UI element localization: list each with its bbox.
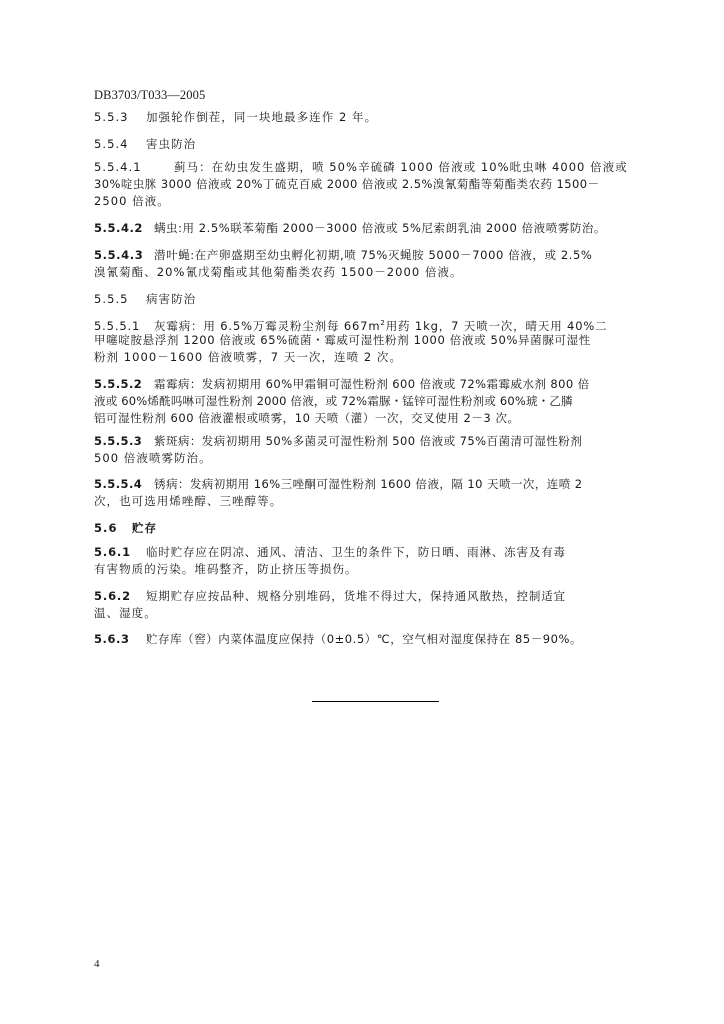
- clause-heading: 贮存: [132, 521, 158, 535]
- clause-5-5-4-3: [94, 248, 592, 262]
- clause-text-line: 锈病：发病初期用 16%三唑酮可湿性粉剂 1600 倍液，隔 10 天喷一次，连喷 2: [154, 477, 583, 491]
- clause-text-line: 30%啶虫脒 3000 倍液或 20%丁硫克百威 2000 倍液或 2.5%溴氰菊酯等菊酯类农药 1500－: [94, 177, 600, 191]
- clause-number: 5.5.5: [94, 292, 129, 306]
- clause-text-line: 温、湿度。: [94, 606, 157, 620]
- clause-text-line: 500 倍液喷雾防治。: [94, 451, 212, 465]
- clause-number: 5.5.5.3: [94, 434, 143, 448]
- clause-text: 螨虫:用 2.5%联苯菊酯 2000－3000 倍液或 5%尼索朗乳油 2000 倍液喷雾防治。: [154, 221, 606, 235]
- clause-5-6-2: [94, 589, 566, 603]
- clause-text-line: 液或 60%烯酰吗啉可湿性粉剂 2000 倍液，或 72%霜脲・锰锌可湿性粉剂或 60%琥・乙膦: [94, 394, 573, 408]
- clause-text-line: 霜霉病：发病初期用 60%甲霜铜可湿性粉剂 600 倍液或 72%霜霉威水剂 800 倍: [154, 377, 590, 391]
- clause-5-6-1: [94, 545, 566, 559]
- clause-number: 5.5.4.1: [94, 160, 142, 174]
- clause-text: 加强轮作倒茬，同一块地最多连作 2 年。: [146, 110, 378, 124]
- clause-5-5-5-3: [94, 434, 582, 448]
- clause-5-5-3: [94, 110, 377, 124]
- clause-number: 5.5.5.4: [94, 477, 143, 491]
- clause-5-5-5-1: [94, 316, 608, 333]
- clause-text-line: 次，也可选用烯唑醇、三唑醇等。: [94, 494, 283, 508]
- end-rule: [312, 701, 439, 702]
- clause-text-line: 潜叶蝇:在产卵盛期至幼虫孵化初期,喷 75%灭蝇胺 5000－7000 倍液，或 2.5%: [154, 248, 593, 262]
- clause-number: 5.5.4: [94, 137, 129, 151]
- clause-number: 5.6.2: [94, 589, 131, 603]
- clause-number: 5.5.5.2: [94, 377, 143, 391]
- clause-5-5-5-4: [94, 477, 583, 491]
- clause-text-line: 甲噻啶胺悬浮剂 1200 倍液或 65%硫菌・霉威可湿性粉剂 1000 倍液或 50%异菌脲可湿性: [94, 333, 591, 347]
- clause-5-5-5-2: [94, 377, 590, 391]
- clause-number: 5.5.3: [94, 110, 129, 124]
- clause-text-line: 蓟马：在幼虫发生盛期，喷 50%辛硫磷 1000 倍液或 10%吡虫啉 4000 倍液或: [174, 160, 628, 174]
- clause-text-line: 短期贮存应按品种、规格分别堆码，货堆不得过大，保持通风散热，控制适宜: [146, 589, 566, 603]
- clause-5-5-4-1: [94, 160, 628, 174]
- clause-text-line: 紫斑病：发病初期用 50%多菌灵可湿性粉剂 500 倍液或 75%百菌清可湿性粉剂: [154, 434, 583, 448]
- clause-text-line-tail: 用药 1kg，7 天喷一次，晴天用 40%二: [385, 318, 608, 333]
- page-number: 4: [94, 958, 100, 970]
- clause-5-6-3: [94, 632, 582, 646]
- clause-number: 5.5.5.1: [94, 318, 141, 333]
- clause-text-line: 有害物质的污染。堆码整齐，防止挤压等损伤。: [94, 562, 358, 576]
- clause-number: 5.6.1: [94, 545, 131, 559]
- clause-5-5-4-2: [94, 221, 606, 235]
- clause-number: 5.6.3: [94, 632, 130, 646]
- clause-text: 贮存库（窖）内菜体温度应保持（0±0.5）℃，空气相对湿度保持在 85－90%。: [146, 632, 583, 646]
- document-code: DB3703/T033—2005: [94, 88, 206, 102]
- clause-text-line: 2500 倍液。: [94, 194, 170, 208]
- clause-heading: 病害防治: [146, 292, 197, 306]
- clause-number: 5.5.4.3: [94, 248, 144, 262]
- clause-number: 5.6: [94, 521, 118, 535]
- clause-heading: 害虫防治: [146, 137, 197, 151]
- clause-text-line: 灰霉病：用 6.5%万霉灵粉尘剂每 667m: [154, 318, 381, 333]
- clause-5-5-4: [94, 137, 196, 151]
- superscript: 2: [380, 319, 386, 327]
- clause-5-6: [94, 521, 157, 535]
- clause-number: 5.5.4.2: [94, 221, 143, 235]
- clause-text-line: 临时贮存应在阴凉、通风、清洁、卫生的条件下，防日晒、雨淋、冻害及有毒: [146, 545, 566, 559]
- clause-5-5-5: [94, 292, 196, 306]
- clause-text-line: 溴氰菊酯、20%氰戊菊酯或其他菊酯类农药 1500－2000 倍液。: [94, 265, 463, 279]
- clause-text-line: 粉剂 1000－1600 倍液喷雾，7 天一次，连喷 2 次。: [94, 350, 402, 364]
- clause-text-line: 铝可湿性粉剂 600 倍液灌根或喷雾，10 天喷（灌）一次，交叉使用 2－3 次。: [94, 411, 520, 425]
